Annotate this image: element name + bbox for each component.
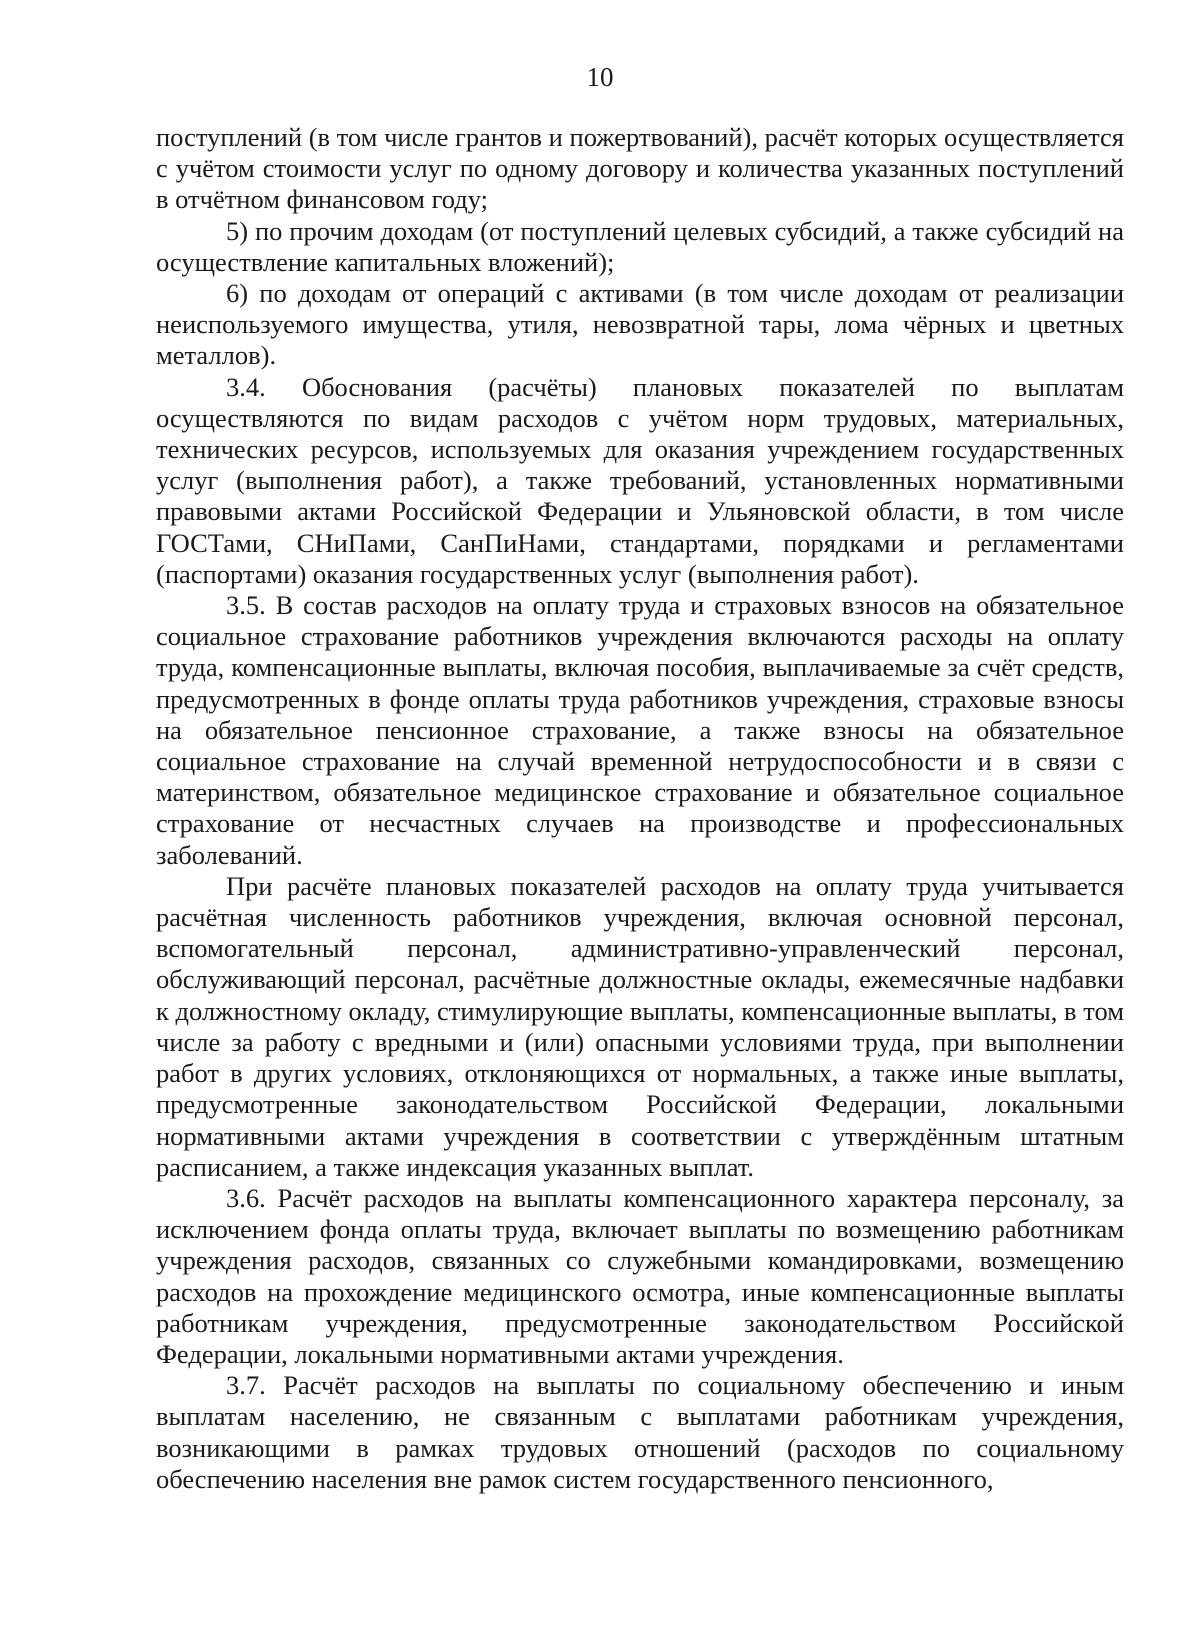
paragraph-3-7: 3.7. Расчёт расходов на выплаты по социальному обеспечению и иным выплатам населению, не связанным с выплатами работникам учреждения, возникающими в рамках трудовых отношений (расходов по социальному обеспечению населения вне рамок систем государственного пенсионного, <box>156 1370 1124 1494</box>
paragraph-3-4: 3.4. Обоснования (расчёты) плановых показателей по выплатам осуществляются по видам расходов с учётом норм трудовых, материальных, технических ресурсов, используемых для оказания учреждением государственных услуг (выполнения работ), а также требований, установленных нормативными правовыми актами Российской Федерации и Ульяновской области, в том числе ГОСТами, СНиПами, СанПиНами, стандартами, порядками и регламентами (паспортами) оказания государственных услуг (выполнения работ). <box>156 371 1124 589</box>
paragraph-3-5: 3.5. В состав расходов на оплату труда и страховых взносов на обязательное социальное страхование работников учреждения включаются расходы на оплату труда, компенсационные выплаты, включая пособия, выплачиваемые за счёт средств, предусмотренных в фонде оплаты труда работников учреждения, страховые взносы на обязательное пенсионное страхование, а также взносы на обязательное социальное страхование на случай временной нетрудоспособности и в связи с материнством, обязательное медицинское страхование и обязательное социальное страхование от несчастных случаев на производстве и профессиональных заболеваний. <box>156 590 1124 870</box>
page-number: 10 <box>586 62 614 92</box>
paragraph-item-5: 5) по прочим доходам (от поступлений целевых субсидий, а также субсидий на осуществление капитальных вложений); <box>156 215 1124 277</box>
document-body <box>156 122 1124 1495</box>
paragraph-3-6: 3.6. Расчёт расходов на выплаты компенсационного характера персоналу, за исключением фонда оплаты труда, включает выплаты по возмещению работникам учреждения расходов, связанных со служебными командировками, возмещению расходов на прохождение медицинского осмотра, иные компенсационные выплаты работникам учреждения, предусмотренные законодательством Российской Федерации, локальными нормативными актами учреждения. <box>156 1182 1124 1369</box>
paragraph-item-6: 6) по доходам от операций с активами (в том числе доходам от реализации неиспользуемого имущества, утиля, невозвратной тары, лома чёрных и цветных металлов). <box>156 278 1124 371</box>
paragraph-continuation: поступлений (в том числе грантов и пожертвований), расчёт которых осуществляется с учётом стоимости услуг по одному договору и количества указанных поступлений в отчётном финансовом году; <box>156 122 1124 215</box>
paragraph-payroll-calculation: При расчёте плановых показателей расходов на оплату труда учитывается расчётная численность работников учреждения, включая основной персонал, вспомогательный персонал, административно-управленческий персонал, обслуживающий персонал, расчётные должностные оклады, ежемесячные надбавки к должностному окладу, стимулирующие выплаты, компенсационные выплаты, в том числе за работу с вредными и (или) опасными условиями труда, при выполнении работ в других условиях, отклоняющихся от нормальных, а также иные выплаты, предусмотренные законодательством Российской Федерации, локальными нормативными актами учреждения в соответствии с утверждённым штатным расписанием, а также индексация указанных выплат. <box>156 870 1124 1182</box>
